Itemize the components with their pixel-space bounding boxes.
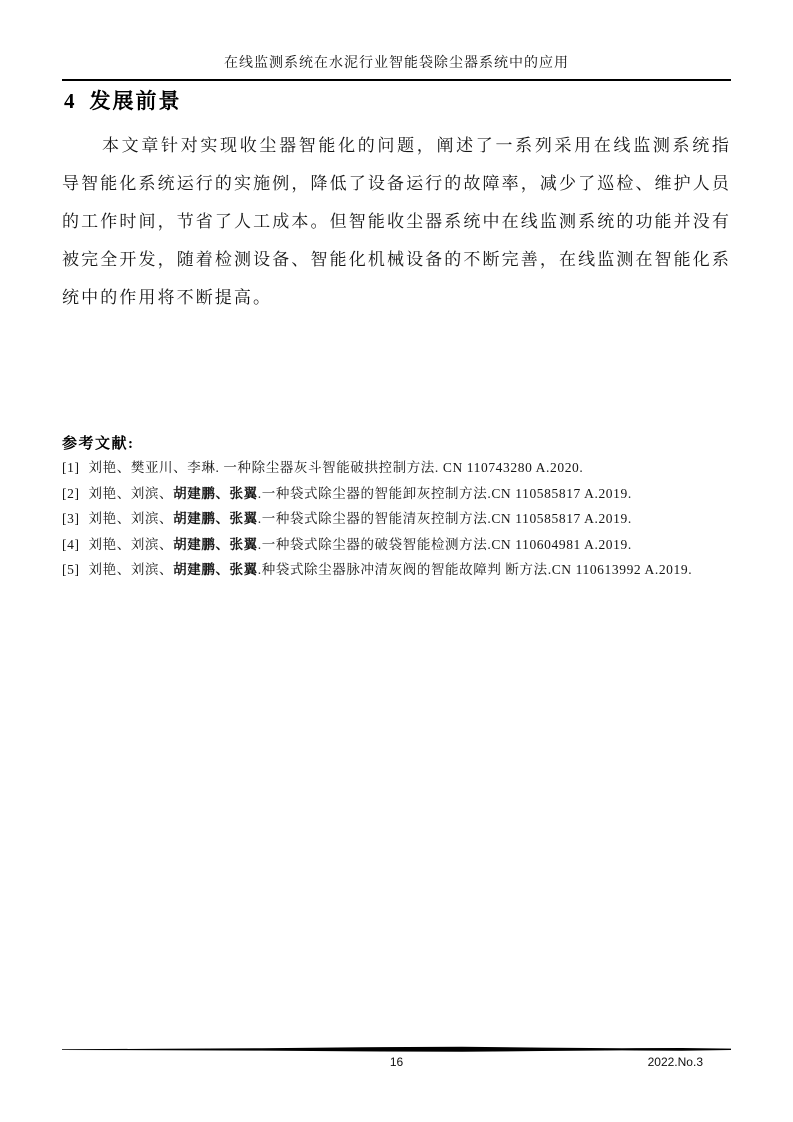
reference-text: .一种袋式除尘器的智能清灰控制方法.CN 110585817 A.2019. [257,511,632,526]
reference-index: [5] [62,562,80,577]
reference-text: 一种除尘器灰斗智能破拱控制方法. CN 110743280 A.2020. [223,460,584,475]
reference-bold-authors: 胡建鹏、张翼 [173,511,258,526]
reference-index: [1] [62,460,80,475]
body-paragraph: 本文章针对实现收尘器智能化的问题，阐述了一系列采用在线监测系统指导智能化系统运行的实施例，降低了设备运行的故障率，减少了巡检、维护人员的工作时间，节省了人工成本。但智能收尘器系统中在线监测系统的功能并没有被完全开发，随着检测设备、智能化机械设备的不断完善，在线监测在智能化系统中的作用将不断提高。 [62,136,731,307]
reference-index: [2] [62,485,80,501]
page-footer [62,1046,731,1073]
reference-item [62,506,731,532]
reference-text: 刘艳、刘滨、 [88,562,174,577]
reference-item [62,532,731,558]
references-section [62,434,731,583]
reference-item [62,481,731,507]
reference-text: .一种袋式除尘器的破袋智能检测方法.CN 110604981 A.2019. [257,536,632,552]
reference-text: .一种袋式除尘器的智能卸灰控制方法.CN 110585817 A.2019. [257,485,632,501]
issue-label: 2022.No.3 [647,1055,703,1069]
footer-row [62,1055,731,1073]
reference-item [62,455,731,481]
footer-rule [62,1046,731,1053]
reference-text: .种袋式除尘器脉冲清灰阀的智能故障判 断方法.CN 110613992 A.2019. [257,562,693,577]
header-rule [62,79,731,81]
reference-bold-authors: 胡建鹏、张翼 [173,562,258,577]
reference-index: [3] [62,511,80,526]
running-header: 在线监测系统在水泥行业智能袋除尘器系统中的应用 [224,56,569,71]
reference-index: [4] [62,536,80,552]
section-title: 发展前景 [89,89,182,113]
reference-text: 刘艳、刘滨、 [88,485,174,501]
page-number: 16 [389,1055,404,1069]
section-heading [64,88,731,114]
reference-bold-authors: 胡建鹏、张翼 [173,536,258,552]
references-heading: 参考文献: [62,436,135,452]
section-number: 4 [64,89,75,113]
reference-text: 刘艳、刘滨、 [88,536,174,552]
reference-bold-authors: 胡建鹏、张翼 [173,485,258,501]
reference-item [62,557,731,583]
reference-text: 刘艳、樊亚川、李琳. [88,460,224,475]
reference-text: 刘艳、刘滨、 [88,511,174,526]
